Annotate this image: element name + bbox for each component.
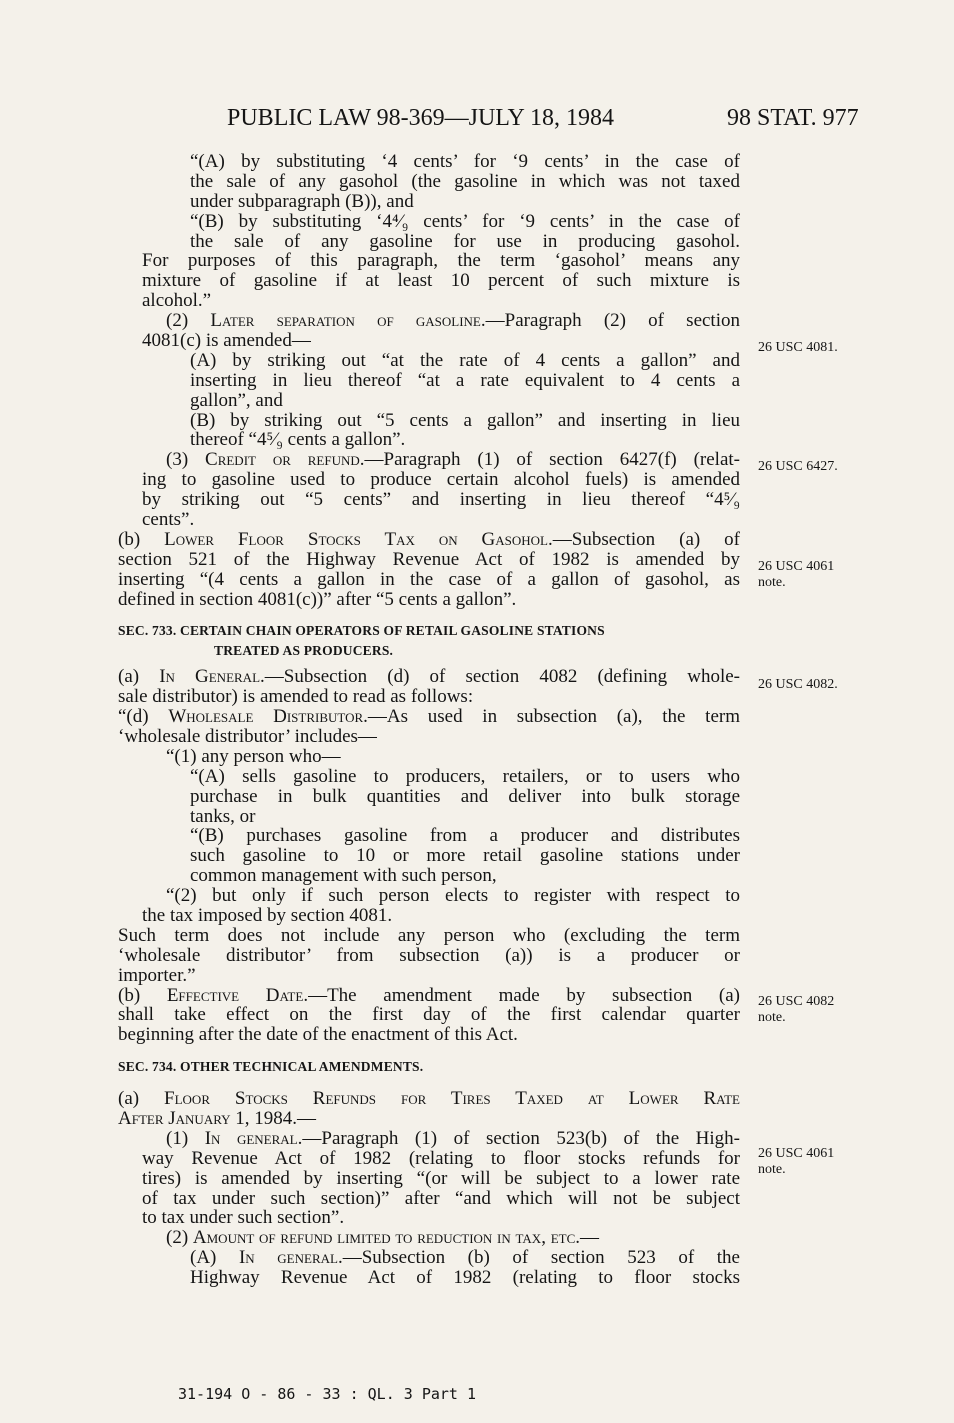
text-line: “(B) by substituting ‘4⁴⁄₉ cents’ for ‘9 cents’ in the case of [190, 210, 740, 232]
text-line: “(1) any person who— [166, 745, 341, 767]
paragraph-heading-cont: After January 1, 1984.— [118, 1107, 317, 1129]
text-line: by striking out “5 cents” and inserting in lieu thereof “4⁵⁄₉ [142, 489, 740, 511]
margin-note: note. [758, 1010, 786, 1025]
text-line: under subparagraph (B)), and [190, 190, 414, 212]
text-line: Highway Revenue Act of 1982 (relating to floor stocks [190, 1267, 740, 1289]
text-line: Such term does not include any person who (excluding the term [118, 924, 740, 946]
paragraph-heading: (A) In general.—Subsection (b) of section 523 of the [190, 1247, 740, 1269]
text-line: thereof “4⁵⁄₉ cents a gallon”. [190, 429, 406, 451]
text-line: defined in section 4081(c))” after “5 cents a gallon”. [118, 588, 517, 610]
text-line: 4081(c) is amended— [142, 330, 311, 352]
paragraph-heading: (a) In General.—Subsection (d) of section 4082 (defining whole- [118, 666, 740, 688]
text-line: sale distributor) is amended to read as follows: [118, 686, 474, 708]
margin-note: 26 USC 4081. [758, 340, 838, 355]
text-line: the sale of any gasoline for use in producing gasohol. [190, 230, 740, 252]
text-line: ‘wholesale distributor’ from subsection (a)) is a producer or [118, 944, 740, 966]
margin-note: 26 USC 6427. [758, 459, 838, 474]
margin-note: 26 USC 4061 [758, 1146, 835, 1161]
paragraph-heading: “(d) Wholesale Distributor.—As used in subsection (a), the term [118, 706, 740, 728]
body-text [118, 152, 740, 1288]
text-line: the sale of any gasohol (the gasoline in which was not taxed [190, 170, 740, 192]
text-line: tires) is amended by inserting “(or will be subject to a lower rate [142, 1167, 740, 1189]
text-line: alcohol.” [142, 290, 212, 312]
text-line: of tax under such section)” after “and which will not be subject [142, 1187, 740, 1209]
text-line: ing to gasoline used to produce certain alcohol fuels) is amended [142, 469, 740, 491]
paragraph-heading: (2) Later separation of gasoline.—Paragraph (2) of section [166, 310, 740, 332]
paragraph-heading: (b) Lower Floor Stocks Tax on Gasohol.—Subsection (a) of [118, 528, 740, 550]
section-heading-733-cont: TREATED AS PRODUCERS. [214, 643, 394, 659]
text-line: to tax under such section”. [142, 1207, 345, 1229]
text-line: (A) by striking out “at the rate of 4 cents a gallon” and [190, 349, 740, 371]
section-heading-734: SEC. 734. OTHER TECHNICAL AMENDMENTS. [118, 1059, 424, 1075]
text-line: gallon”, and [190, 389, 283, 411]
text-line: ‘wholesale distributor’ includes— [118, 725, 377, 747]
text-line: cents”. [142, 509, 195, 531]
text-line: purchase in bulk quantities and deliver into bulk storage [190, 785, 740, 807]
margin-note: 26 USC 4082 [758, 994, 835, 1009]
margin-note: note. [758, 1162, 786, 1177]
paragraph-heading: (3) Credit or refund.—Paragraph (1) of section 6427(f) (relat- [166, 449, 740, 471]
text-line: such gasoline to 10 or more retail gasoline stations under [190, 845, 740, 867]
paragraph-heading: (2) Amount of refund limited to reduction in tax, etc.— [166, 1227, 599, 1249]
margin-note: 26 USC 4061 [758, 559, 835, 574]
text-line: importer.” [118, 964, 196, 986]
text-line: common management with such person, [190, 865, 497, 887]
text-line: “(A) by substituting ‘4 cents’ for ‘9 cents’ in the case of [190, 151, 740, 172]
paragraph-heading: (1) In general.—Paragraph (1) of section 523(b) of the High- [166, 1127, 741, 1149]
text-line: way Revenue Act of 1982 (relating to floor stocks refunds for [142, 1147, 740, 1169]
text-line: beginning after the date of the enactment of this Act. [118, 1024, 518, 1046]
text-line: tanks, or [190, 805, 256, 827]
margin-note: note. [758, 575, 786, 590]
text-line: inserting in lieu thereof “at a rate equivalent to 4 cents a [190, 369, 740, 391]
text-line: shall take effect on the first day of the first calendar quarter [118, 1004, 740, 1026]
text-line: inserting “(4 cents a gallon in the case of a gallon of gasohol, as [118, 568, 740, 590]
running-header-title: PUBLIC LAW 98-369—JULY 18, 1984 [227, 105, 614, 131]
text-line: “(A) sells gasoline to producers, retailers, or to users who [190, 765, 740, 787]
paragraph-heading: (b) Effective Date.—The amendment made by subsection (a) [118, 984, 741, 1006]
text-line: “(B) purchases gasoline from a producer and distributes [190, 825, 740, 847]
text-line: (B) by striking out “5 cents a gallon” and inserting in lieu [190, 409, 740, 431]
text-line: section 521 of the Highway Revenue Act of 1982 is amended by [118, 548, 740, 570]
running-header-stat: 98 STAT. 977 [727, 105, 859, 131]
print-footer: 31-194 O - 86 - 33 : QL. 3 Part 1 [178, 1385, 477, 1403]
text-line: the tax imposed by section 4081. [142, 904, 393, 926]
text-line: mixture of gasoline if at least 10 percent of such mixture is [142, 270, 740, 292]
paragraph-heading: (a) Floor Stocks Refunds for Tires Taxed at Lower Rate [118, 1088, 740, 1110]
section-heading-733: SEC. 733. CERTAIN CHAIN OPERATORS OF RETAIL GASOLINE STATIONS [118, 623, 605, 639]
text-line: “(2) but only if such person elects to register with respect to [166, 885, 740, 907]
text-line: For purposes of this paragraph, the term ‘gasohol’ means any [142, 250, 740, 272]
margin-note: 26 USC 4082. [758, 677, 838, 692]
